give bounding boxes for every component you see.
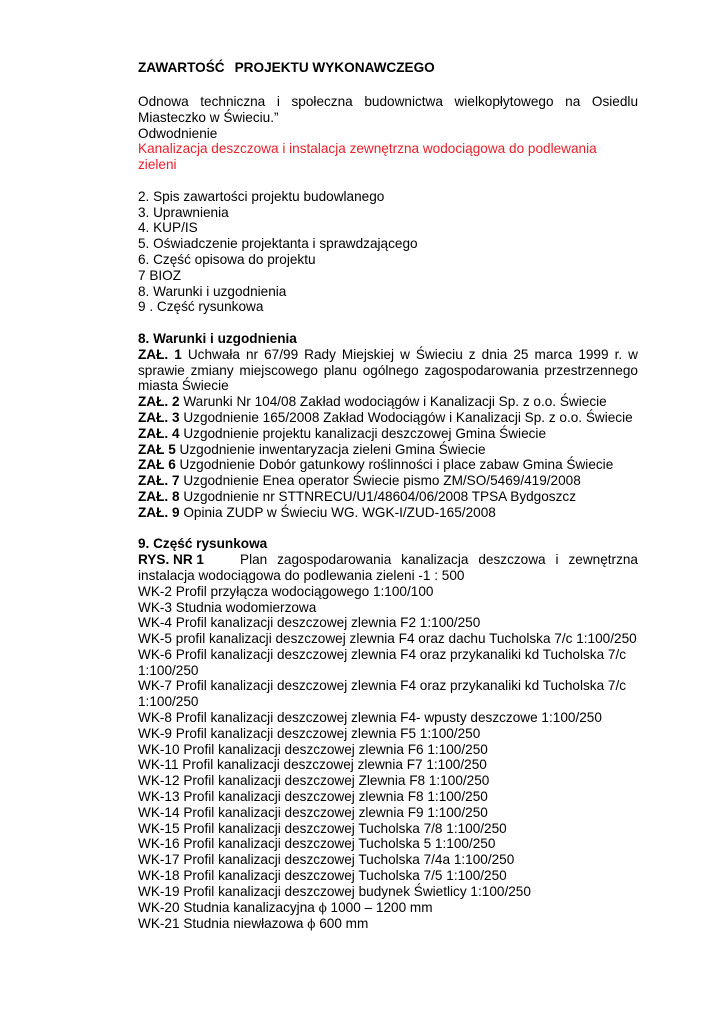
attachment-label: ZAŁ. 1 bbox=[138, 346, 182, 362]
contents-item: 6. Część opisowa do projektu bbox=[138, 251, 316, 267]
drawing-item: WK-17 Profil kanalizacji deszczowej Tucholska 7/4a 1:100/250 bbox=[138, 852, 515, 868]
attachment-item bbox=[138, 394, 638, 410]
contents-item: 8. Warunki i uzgodnienia bbox=[138, 283, 287, 299]
attachment-text: Uchwała nr 67/99 Rady Miejskiej w Świeciu z dnia 25 marca 1999 r. w sprawie zmiany miejscowego planu ogólnego zagospodarowania przestrzennego miasta Świecie bbox=[138, 346, 638, 394]
drawing-item: WK-16 Profil kanalizacji deszczowej Tucholska 5 1:100/250 bbox=[138, 836, 496, 852]
section-9 bbox=[138, 536, 638, 933]
project-subject: Kanalizacja deszczowa i instalacja zewnętrzna wodociągowa do podlewania zieleni bbox=[138, 141, 597, 173]
attachment-label: ZAŁ. 2 bbox=[138, 394, 180, 410]
drawing-item: WK-9 Profil kanalizacji deszczowej zlewnia F5 1:100/250 bbox=[138, 725, 481, 741]
title-part-2: PROJEKTU WYKONAWCZEGO bbox=[234, 60, 435, 75]
attachment-label: ZAŁ. 8 bbox=[138, 488, 180, 504]
attachment-item bbox=[138, 505, 638, 521]
attachment-item bbox=[138, 473, 638, 489]
contents-item: 4. KUP/IS bbox=[138, 220, 198, 236]
drawing-text: 600 mm bbox=[315, 916, 369, 932]
drawing-item: WK-2 Profil przyłącza wodociągowego 1:100/100 bbox=[138, 583, 434, 599]
drawing-item: WK-14 Profil kanalizacji deszczowej zlewnia F9 1:100/250 bbox=[138, 804, 488, 820]
drawing-item: WK-19 Profil kanalizacji deszczowej budynek Świetlicy 1:100/250 bbox=[138, 883, 531, 899]
title-part-1: ZAWARTOŚĆ bbox=[138, 60, 225, 75]
attachment-label: ZAŁ. 3 bbox=[138, 409, 180, 425]
attachment-item bbox=[138, 489, 638, 505]
attachment-text: Warunki Nr 104/08 Zakład wodociągów i Kanalizacji Sp. z o.o. Świecie bbox=[179, 394, 607, 410]
project-name: Odnowa techniczna i społeczna budownictwa wielkopłytowego na Osiedlu Miasteczko w Świeciu.” bbox=[138, 94, 638, 125]
contents-item: 5. Oświadczenie projektanta i sprawdzającego bbox=[138, 236, 418, 252]
attachment-item bbox=[138, 347, 638, 394]
drawing-text: Plan zagospodarowania kanalizacja deszczowa i zewnętrzna instalacja wodociągowa do podlewania zieleni -1 : 500 bbox=[138, 552, 638, 583]
drawing-item: WK-4 Profil kanalizacji deszczowej zlewnia F2 1:100/250 bbox=[138, 615, 481, 631]
contents-item: 2. Spis zawartości projektu budowlanego bbox=[138, 188, 385, 204]
drawing-item: WK-18 Profil kanalizacji deszczowej Tucholska 7/5 1:100/250 bbox=[138, 868, 507, 884]
drawing-item-wk-20 bbox=[138, 900, 638, 917]
document-title bbox=[138, 60, 638, 76]
section-8 bbox=[138, 331, 638, 521]
drawing-item-wk-21 bbox=[138, 916, 638, 933]
drawing-item: WK-12 Profil kanalizacji deszczowej Zlewnia F8 1:100/250 bbox=[138, 773, 490, 789]
diameter-symbol: ϕ bbox=[318, 900, 327, 915]
attachment-text: Uzgodnienie 165/2008 Zakład Wodociągów i Kanalizacji Sp. z o.o. Świecie bbox=[179, 409, 633, 425]
attachment-item bbox=[138, 426, 638, 442]
drawing-text: 1000 – 1200 mm bbox=[326, 899, 433, 915]
drawing-item: WK-5 profil kanalizacji deszczowej zlewnia F4 oraz dachu Tucholska 7/c 1:100/250 bbox=[138, 631, 637, 647]
attachment-text: Uzgodnienie nr STTNRECU/U1/48604/06/2008 TPSA Bydgoszcz bbox=[179, 488, 576, 504]
drawing-item: WK-15 Profil kanalizacji deszczowej Tucholska 7/8 1:100/250 bbox=[138, 820, 507, 836]
attachment-text: Opinia ZUDP w Świeciu WG. WGK-I/ZUD-165/2008 bbox=[179, 504, 496, 520]
attachment-item bbox=[138, 410, 638, 426]
section-9-heading: 9. Część rysunkowa bbox=[138, 536, 268, 552]
contents-item: 9 . Część rysunkowa bbox=[138, 299, 264, 315]
attachment-item bbox=[138, 457, 638, 473]
attachment-label: ZAŁ. 7 bbox=[138, 473, 180, 489]
drawing-item: WK-10 Profil kanalizacji deszczowej zlewnia F6 1:100/250 bbox=[138, 741, 488, 757]
drawing-item: WK-11 Profil kanalizacji deszczowej zlewnia F7 1:100/250 bbox=[138, 757, 487, 773]
attachment-label: ZAŁ. 4 bbox=[138, 425, 180, 441]
drawing-item: WK-3 Studnia wodomierzowa bbox=[138, 599, 317, 615]
attachment-text: Uzgodnienie Enea operator Świecie pismo ZM/SO/5469/419/2008 bbox=[179, 473, 581, 489]
section-8-heading: 8. Warunki i uzgodnienia bbox=[138, 330, 297, 346]
attachment-label: ZAŁ 5 bbox=[138, 441, 176, 457]
drawing-item: WK-8 Profil kanalizacji deszczowej zlewnia F4- wpusty deszczowe 1:100/250 bbox=[138, 710, 602, 726]
attachment-text: Uzgodnienie inwentaryzacja zieleni Gmina Świecie bbox=[175, 441, 486, 457]
contents-item: 7 BIOZ bbox=[138, 267, 182, 283]
section-name: Odwodnienie bbox=[138, 125, 218, 141]
attachment-text: Uzgodnienie Dobór gatunkowy roślinności i place zabaw Gmina Świecie bbox=[175, 457, 614, 473]
document-page bbox=[138, 60, 638, 933]
contents-item: 3. Uprawnienia bbox=[138, 204, 229, 220]
attachment-text: Uzgodnienie projektu kanalizacji deszczowej Gmina Świecie bbox=[179, 425, 547, 441]
attachment-item bbox=[138, 442, 638, 458]
attachment-label: ZAŁ. 9 bbox=[138, 504, 180, 520]
drawing-item: WK-13 Profil kanalizacji deszczowej zlewnia F8 1:100/250 bbox=[138, 789, 488, 805]
drawing-text: WK-20 Studnia kanalizacyjna bbox=[138, 899, 319, 915]
attachment-label: ZAŁ 6 bbox=[138, 457, 176, 473]
drawing-item: WK-6 Profil kanalizacji deszczowej zlewnia F4 oraz przykanaliki kd Tucholska 7/c 1:100/250 bbox=[138, 646, 627, 678]
drawing-text: WK-21 Studnia niewłazowa bbox=[138, 916, 308, 932]
drawing-item-rys-1 bbox=[138, 552, 638, 584]
drawing-item: WK-7 Profil kanalizacji deszczowej zlewnia F4 oraz przykanaliki kd Tucholska 7/c 1:100/250 bbox=[138, 678, 627, 710]
contents-list bbox=[138, 189, 638, 315]
drawing-label: RYS. NR 1 bbox=[138, 552, 204, 568]
diameter-symbol: ϕ bbox=[307, 917, 316, 932]
